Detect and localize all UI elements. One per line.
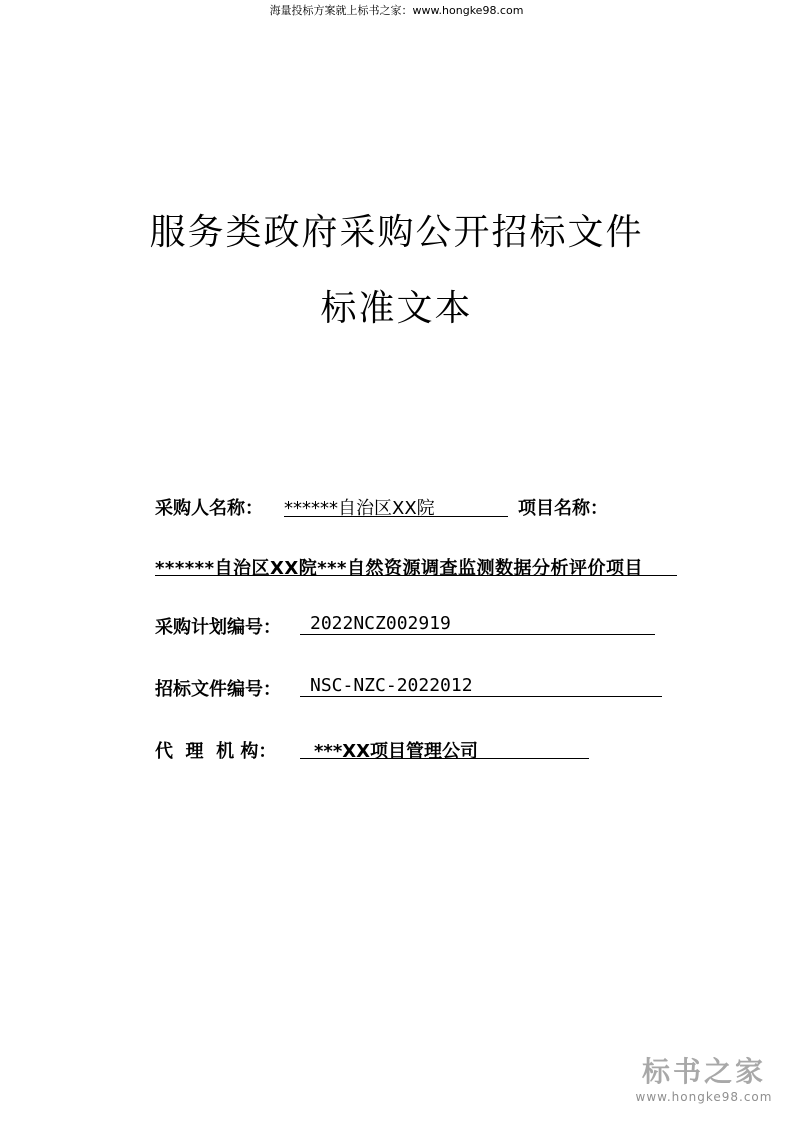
document-subtitle: 标准文本 — [320, 288, 473, 329]
watermark-brand: 标书之家 — [641, 1055, 766, 1088]
project-value: ******自治区XX院***自然资源调查监测数据分析评价项目 — [155, 558, 643, 579]
watermark-url: www.hongke98.com — [635, 1090, 773, 1104]
agency-label: 代 理 机 构： — [155, 741, 277, 762]
plan-number-underline — [300, 634, 655, 635]
project-underline — [155, 575, 677, 576]
tender-number-underline — [300, 696, 662, 697]
agency-underline — [300, 758, 589, 759]
purchaser-label: 采购人名称： — [155, 498, 263, 519]
tender-number-value: NSC-NZC-2022012 — [310, 675, 473, 696]
agency-value: ***XX项目管理公司 — [314, 741, 478, 762]
purchaser-underline — [284, 516, 508, 517]
header-banner: 海量投标方案就上标书之家：www.hongke98.com — [269, 4, 524, 17]
plan-number-label: 采购计划编号： — [155, 617, 281, 638]
purchaser-value: ******自治区XX院 — [284, 498, 435, 519]
project-label: 项目名称： — [518, 498, 608, 519]
watermark-logo — [629, 1050, 779, 1104]
document-title: 服务类政府采购公开招标文件 — [149, 212, 644, 253]
plan-number-value: 2022NCZ002919 — [310, 613, 451, 634]
tender-number-label: 招标文件编号： — [155, 679, 281, 700]
